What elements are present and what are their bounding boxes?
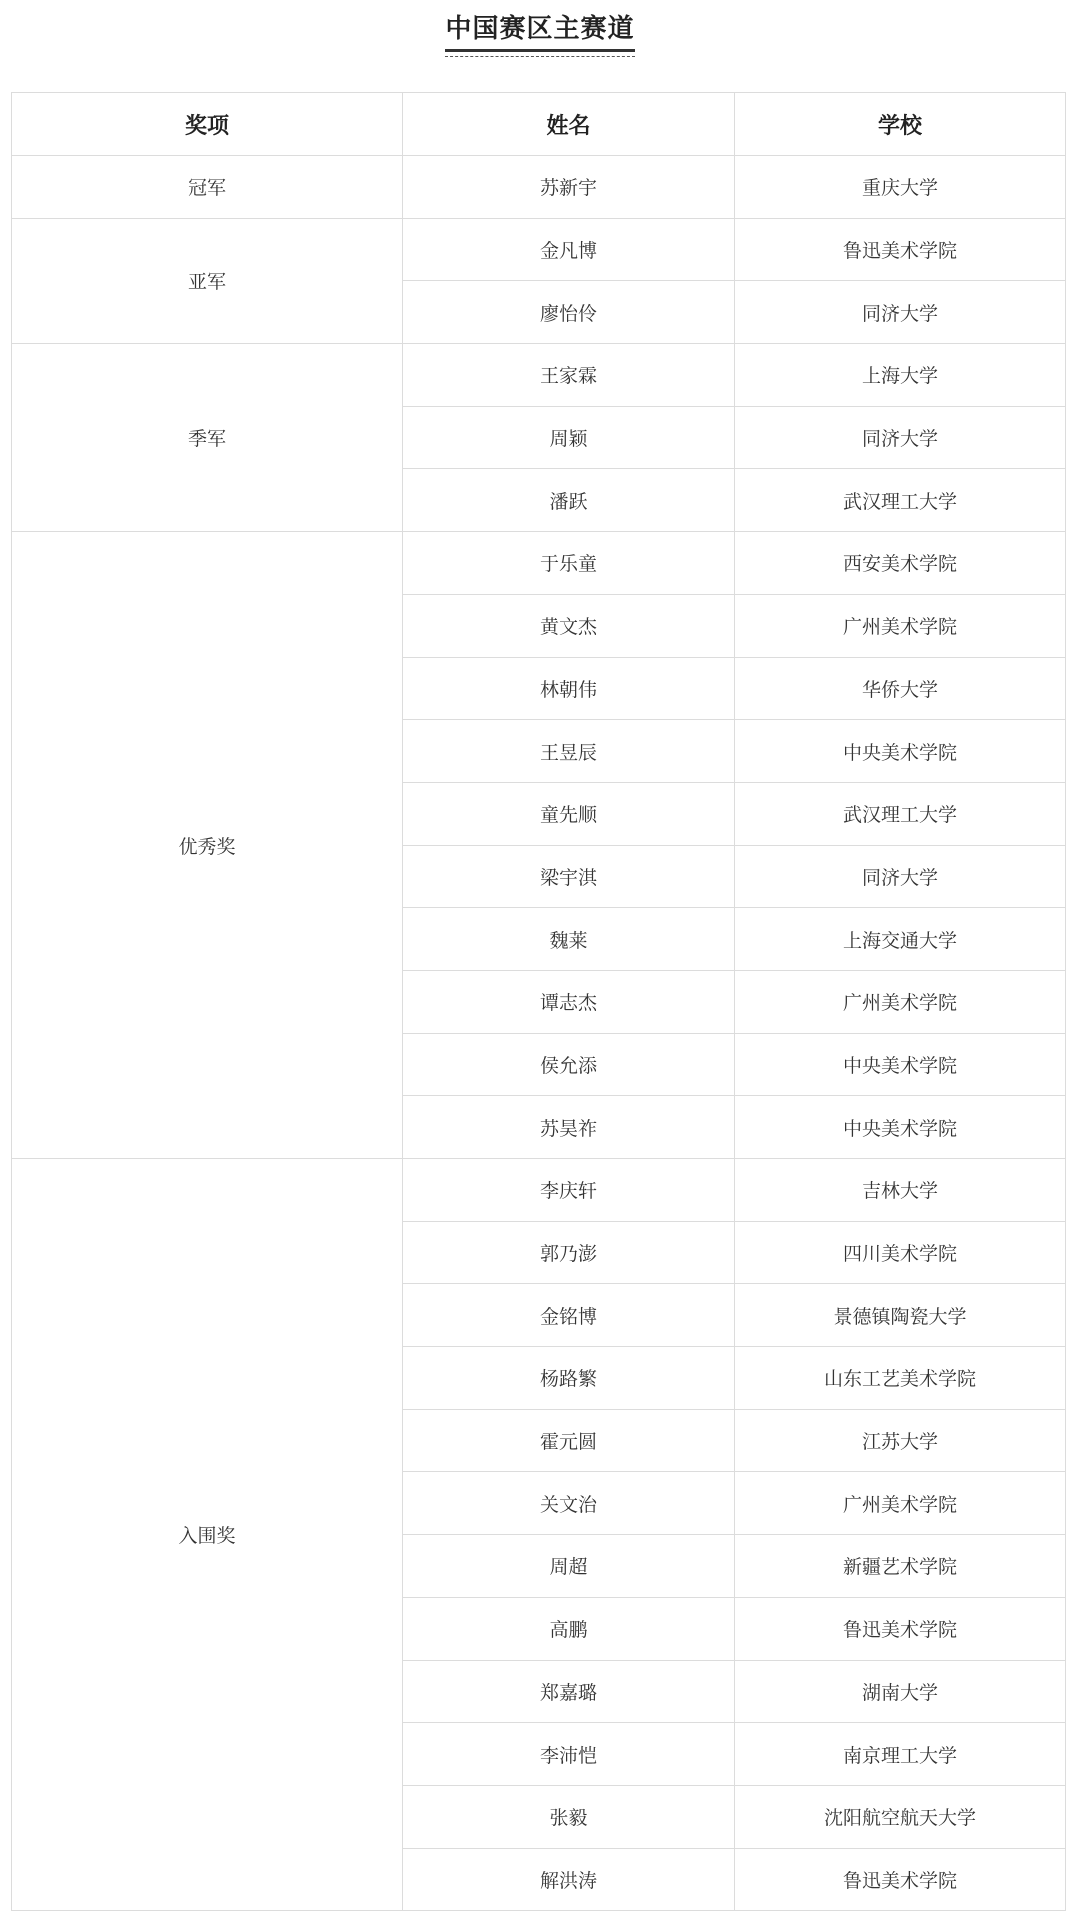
name-cell: 周超 <box>403 1535 735 1598</box>
table-body <box>12 156 1066 1911</box>
header-name: 姓名 <box>403 93 735 156</box>
name-cell: 谭志杰 <box>403 970 735 1033</box>
school-cell: 西安美术学院 <box>735 532 1066 595</box>
name-cell: 童先顺 <box>403 782 735 845</box>
table-row <box>12 156 1066 219</box>
name-cell: 高鹏 <box>403 1597 735 1660</box>
school-cell: 同济大学 <box>735 281 1066 344</box>
name-cell: 于乐童 <box>403 532 735 595</box>
school-cell: 广州美术学院 <box>735 594 1066 657</box>
school-cell: 武汉理工大学 <box>735 469 1066 532</box>
name-cell: 廖怡伶 <box>403 281 735 344</box>
school-cell: 鲁迅美术学院 <box>735 1848 1066 1911</box>
name-cell: 魏莱 <box>403 908 735 971</box>
school-cell: 中央美术学院 <box>735 1096 1066 1159</box>
table-row <box>12 218 1066 281</box>
name-cell: 张毅 <box>403 1785 735 1848</box>
school-cell: 同济大学 <box>735 406 1066 469</box>
school-cell: 中央美术学院 <box>735 1033 1066 1096</box>
school-cell: 鲁迅美术学院 <box>735 1597 1066 1660</box>
name-cell: 郑嘉璐 <box>403 1660 735 1723</box>
name-cell: 解洪涛 <box>403 1848 735 1911</box>
name-cell: 苏新宇 <box>403 156 735 219</box>
name-cell: 李庆轩 <box>403 1159 735 1222</box>
school-cell: 重庆大学 <box>735 156 1066 219</box>
name-cell: 郭乃澎 <box>403 1221 735 1284</box>
school-cell: 新疆艺术学院 <box>735 1535 1066 1598</box>
name-cell: 梁宇淇 <box>403 845 735 908</box>
school-cell: 上海交通大学 <box>735 908 1066 971</box>
award-cell: 优秀奖 <box>12 532 403 1159</box>
name-cell: 侯允添 <box>403 1033 735 1096</box>
page-title: 中国赛区主赛道 <box>445 8 634 52</box>
name-cell: 黄文杰 <box>403 594 735 657</box>
school-cell: 中央美术学院 <box>735 720 1066 783</box>
name-cell: 苏昊祚 <box>403 1096 735 1159</box>
award-cell: 季军 <box>12 344 403 532</box>
school-cell: 四川美术学院 <box>735 1221 1066 1284</box>
table-row <box>12 532 1066 595</box>
school-cell: 山东工艺美术学院 <box>735 1347 1066 1410</box>
school-cell: 湖南大学 <box>735 1660 1066 1723</box>
school-cell: 华侨大学 <box>735 657 1066 720</box>
school-cell: 沈阳航空航天大学 <box>735 1785 1066 1848</box>
school-cell: 江苏大学 <box>735 1409 1066 1472</box>
name-cell: 金铭博 <box>403 1284 735 1347</box>
name-cell: 王家霖 <box>403 344 735 407</box>
name-cell: 关文治 <box>403 1472 735 1535</box>
title-container <box>0 8 1080 52</box>
school-cell: 吉林大学 <box>735 1159 1066 1222</box>
table-header-row <box>12 93 1066 156</box>
awards-table <box>11 92 1066 1911</box>
school-cell: 武汉理工大学 <box>735 782 1066 845</box>
school-cell: 同济大学 <box>735 845 1066 908</box>
name-cell: 金凡博 <box>403 218 735 281</box>
award-cell: 亚军 <box>12 218 403 343</box>
name-cell: 周颖 <box>403 406 735 469</box>
school-cell: 景德镇陶瓷大学 <box>735 1284 1066 1347</box>
header-award: 奖项 <box>12 93 403 156</box>
name-cell: 王昱辰 <box>403 720 735 783</box>
award-cell: 入围奖 <box>12 1159 403 1911</box>
table-row <box>12 344 1066 407</box>
school-cell: 南京理工大学 <box>735 1723 1066 1786</box>
awards-table-container <box>11 92 1065 1911</box>
name-cell: 潘跃 <box>403 469 735 532</box>
school-cell: 广州美术学院 <box>735 1472 1066 1535</box>
table-row <box>12 1159 1066 1222</box>
school-cell: 鲁迅美术学院 <box>735 218 1066 281</box>
header-school: 学校 <box>735 93 1066 156</box>
award-cell: 冠军 <box>12 156 403 219</box>
name-cell: 霍元圆 <box>403 1409 735 1472</box>
school-cell: 上海大学 <box>735 344 1066 407</box>
school-cell: 广州美术学院 <box>735 970 1066 1033</box>
name-cell: 林朝伟 <box>403 657 735 720</box>
name-cell: 杨路繁 <box>403 1347 735 1410</box>
name-cell: 李沛恺 <box>403 1723 735 1786</box>
